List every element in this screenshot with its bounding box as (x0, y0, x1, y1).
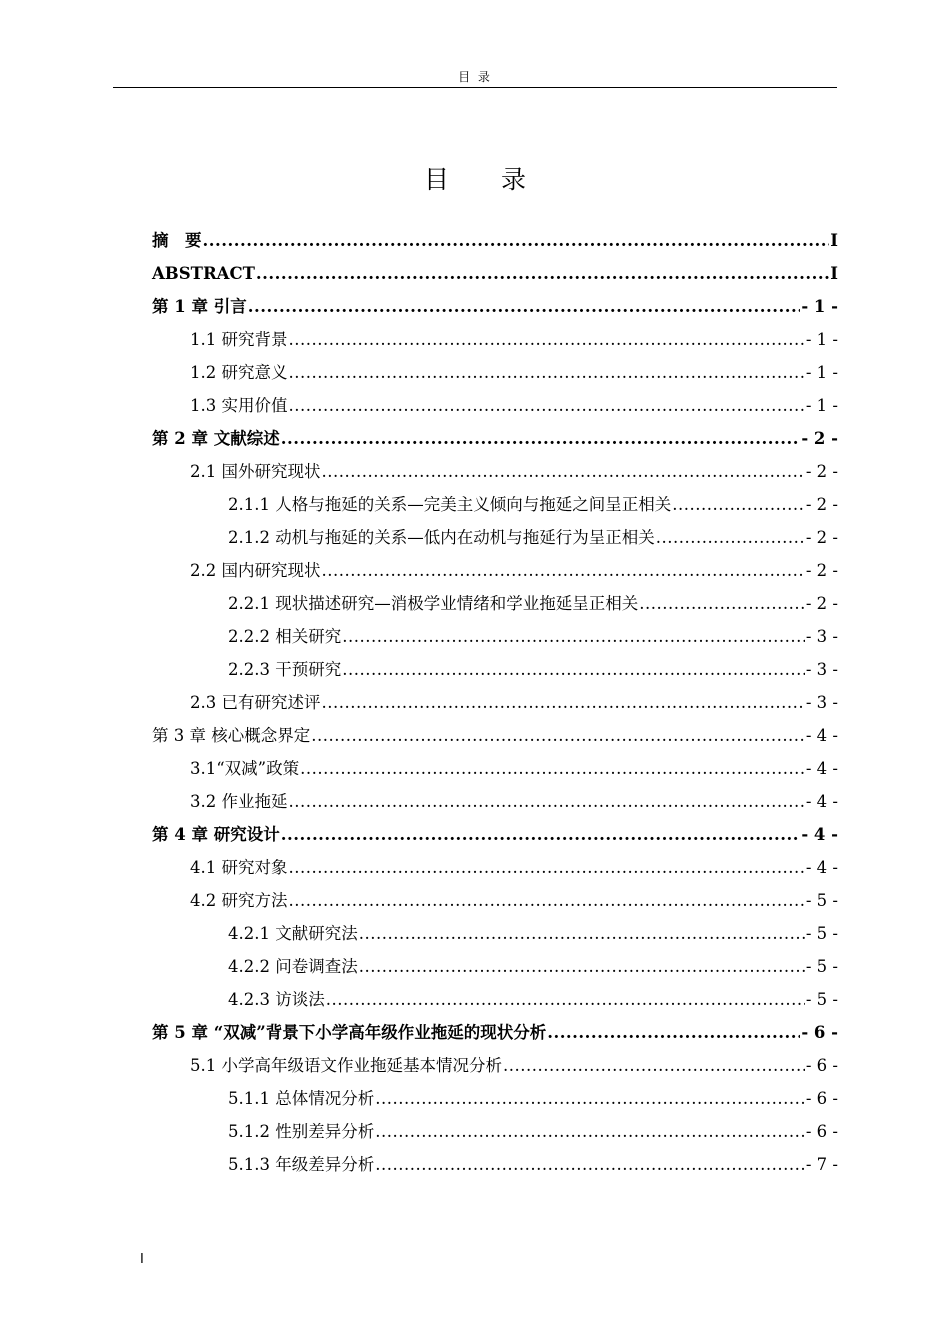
toc-entry-label: ABSTRACT (152, 264, 255, 283)
toc-dot-leader (203, 224, 830, 257)
toc-entry-label: 1.3 实用价值 (190, 396, 288, 415)
toc-entry-label: 2.1.1 人格与拖延的关系—完美主义倾向与拖延之间呈正相关 (228, 495, 672, 514)
toc-entry-page: - 1 - (805, 396, 838, 415)
toc-dot-leader (359, 950, 805, 983)
toc-entry-page: I (830, 264, 838, 283)
toc-dot-leader (248, 290, 801, 323)
toc-entry-page: - 4 - (805, 858, 838, 877)
toc-entry-label: 4.2.1 文献研究法 (228, 924, 358, 943)
toc-dot-leader (289, 851, 805, 884)
toc-entry[interactable] (152, 422, 838, 455)
toc-entry[interactable] (152, 1082, 838, 1115)
toc-entry-label: 3.1“双减”政策 (190, 759, 300, 778)
toc-dot-leader (503, 1049, 805, 1082)
toc-entry[interactable] (152, 719, 838, 752)
toc-entry[interactable] (152, 752, 838, 785)
toc-entry[interactable] (152, 521, 838, 554)
toc-entry-label: 第 2 章 文献综述 (152, 429, 280, 448)
toc-entry[interactable] (152, 818, 838, 851)
toc-entry-label: 5.1.3 年级差异分析 (228, 1155, 375, 1174)
toc-dot-leader (289, 356, 805, 389)
toc-entry[interactable] (152, 884, 838, 917)
toc-dot-leader (342, 620, 805, 653)
toc-entry[interactable] (152, 356, 838, 389)
toc-entry-page: - 2 - (805, 495, 838, 514)
toc-dot-leader (300, 752, 805, 785)
toc-entry[interactable] (152, 1148, 838, 1181)
toc-entry[interactable] (152, 323, 838, 356)
toc-entry-label: 2.2.3 干预研究 (228, 660, 342, 679)
toc-dot-leader (375, 1148, 805, 1181)
toc-entry-label: 4.2.3 访谈法 (228, 990, 325, 1009)
toc-entry-page: I (830, 231, 838, 250)
toc-entry-label: 3.2 作业拖延 (190, 792, 288, 811)
toc-entry-page: - 3 - (805, 693, 838, 712)
toc-entry-label: 5.1 小学高年级语文作业拖延基本情况分析 (190, 1056, 502, 1075)
toc-entry-label: 1.1 研究背景 (190, 330, 288, 349)
toc-entry-page: - 2 - (801, 429, 838, 448)
toc-entry-page: - 2 - (805, 528, 838, 547)
toc-entry-page: - 6 - (805, 1056, 838, 1075)
toc-entry-page: - 7 - (805, 1155, 838, 1174)
toc-entry-label: 第 5 章 “双减”背景下小学高年级作业拖延的现状分析 (152, 1023, 547, 1042)
toc-dot-leader (322, 455, 805, 488)
toc-entry-label: 5.1.1 总体情况分析 (228, 1089, 375, 1108)
toc-dot-leader (656, 521, 805, 554)
toc-entry[interactable] (152, 983, 838, 1016)
toc-entry-label: 2.3 已有研究述评 (190, 693, 321, 712)
toc-entry[interactable] (152, 257, 838, 290)
toc-entry[interactable] (152, 488, 838, 521)
toc-entry[interactable] (152, 917, 838, 950)
toc-entry-page: - 4 - (801, 825, 838, 844)
toc-entry[interactable] (152, 1049, 838, 1082)
toc-entry[interactable] (152, 1016, 838, 1049)
toc-dot-leader (342, 653, 805, 686)
toc-dot-leader (359, 917, 805, 950)
toc-dot-leader (289, 884, 805, 917)
toc-entry-page: - 1 - (805, 330, 838, 349)
toc-dot-leader (289, 323, 805, 356)
toc-dot-leader (547, 1016, 800, 1049)
toc-entry[interactable] (152, 653, 838, 686)
toc-dot-leader (672, 488, 805, 521)
header-rule (113, 87, 837, 88)
toc-entry-page: - 5 - (805, 924, 838, 943)
toc-entry[interactable] (152, 620, 838, 653)
toc-entry[interactable] (152, 1115, 838, 1148)
toc-entry-label: 2.2.1 现状描述研究—消极学业情绪和学业拖延呈正相关 (228, 594, 639, 613)
toc-entry-label: 4.2.2 问卷调查法 (228, 957, 358, 976)
toc-entry-page: - 1 - (801, 297, 838, 316)
toc-entry-page: - 3 - (805, 627, 838, 646)
toc-entry-label: 1.2 研究意义 (190, 363, 288, 382)
toc-dot-leader (289, 389, 805, 422)
toc-dot-leader (375, 1082, 805, 1115)
toc-entry-label: 4.2 研究方法 (190, 891, 288, 910)
toc-dot-leader (281, 818, 801, 851)
toc-entry[interactable] (152, 851, 838, 884)
toc-entry[interactable] (152, 950, 838, 983)
toc-entry-page: - 5 - (805, 957, 838, 976)
toc-entry-label: 摘 要 (152, 231, 202, 250)
toc-entry-label: 5.1.2 性别差异分析 (228, 1122, 375, 1141)
toc-dot-leader (375, 1115, 805, 1148)
toc-entry-page: - 4 - (805, 792, 838, 811)
toc-dot-leader (289, 785, 805, 818)
page-title: 目 录 (424, 165, 548, 194)
toc-entry[interactable] (152, 587, 838, 620)
toc-entry-page: - 6 - (801, 1023, 838, 1042)
toc-entry-label: 2.2 国内研究现状 (190, 561, 321, 580)
toc-dot-leader (311, 719, 805, 752)
toc-entry-page: - 2 - (805, 561, 838, 580)
toc-entry-page: - 3 - (805, 660, 838, 679)
toc-entry-page: - 6 - (805, 1122, 838, 1141)
toc-dot-leader (322, 554, 805, 587)
toc-entry-page: - 6 - (805, 1089, 838, 1108)
page-number: I (140, 1252, 144, 1267)
toc-entry-page: - 5 - (805, 891, 838, 910)
toc-entry-label: 4.1 研究对象 (190, 858, 288, 877)
toc-dot-leader (322, 686, 805, 719)
toc-dot-leader (256, 257, 829, 290)
toc-dot-leader (326, 983, 805, 1016)
running-header: 目 录 (458, 70, 492, 84)
toc-entry[interactable] (152, 554, 838, 587)
toc-entry-label: 2.1 国外研究现状 (190, 462, 321, 481)
toc-entry-page: - 5 - (805, 990, 838, 1009)
toc-entry-page: - 4 - (805, 726, 838, 745)
toc-dot-leader (639, 587, 805, 620)
toc-entry-page: - 2 - (805, 594, 838, 613)
toc-entry[interactable] (152, 290, 838, 323)
table-of-contents (152, 224, 838, 1181)
toc-entry[interactable] (152, 455, 838, 488)
toc-entry-page: - 2 - (805, 462, 838, 481)
toc-entry-page: - 1 - (805, 363, 838, 382)
toc-entry[interactable] (152, 686, 838, 719)
toc-entry-label: 第 1 章 引言 (152, 297, 247, 316)
toc-dot-leader (281, 422, 801, 455)
toc-entry-label: 2.2.2 相关研究 (228, 627, 342, 646)
toc-entry[interactable] (152, 785, 838, 818)
toc-entry-label: 2.1.2 动机与拖延的关系—低内在动机与拖延行为呈正相关 (228, 528, 655, 547)
toc-entry-label: 第 4 章 研究设计 (152, 825, 280, 844)
toc-entry[interactable] (152, 389, 838, 422)
toc-entry-page: - 4 - (805, 759, 838, 778)
toc-entry[interactable] (152, 224, 838, 257)
toc-entry-label: 第 3 章 核心概念界定 (152, 726, 311, 745)
